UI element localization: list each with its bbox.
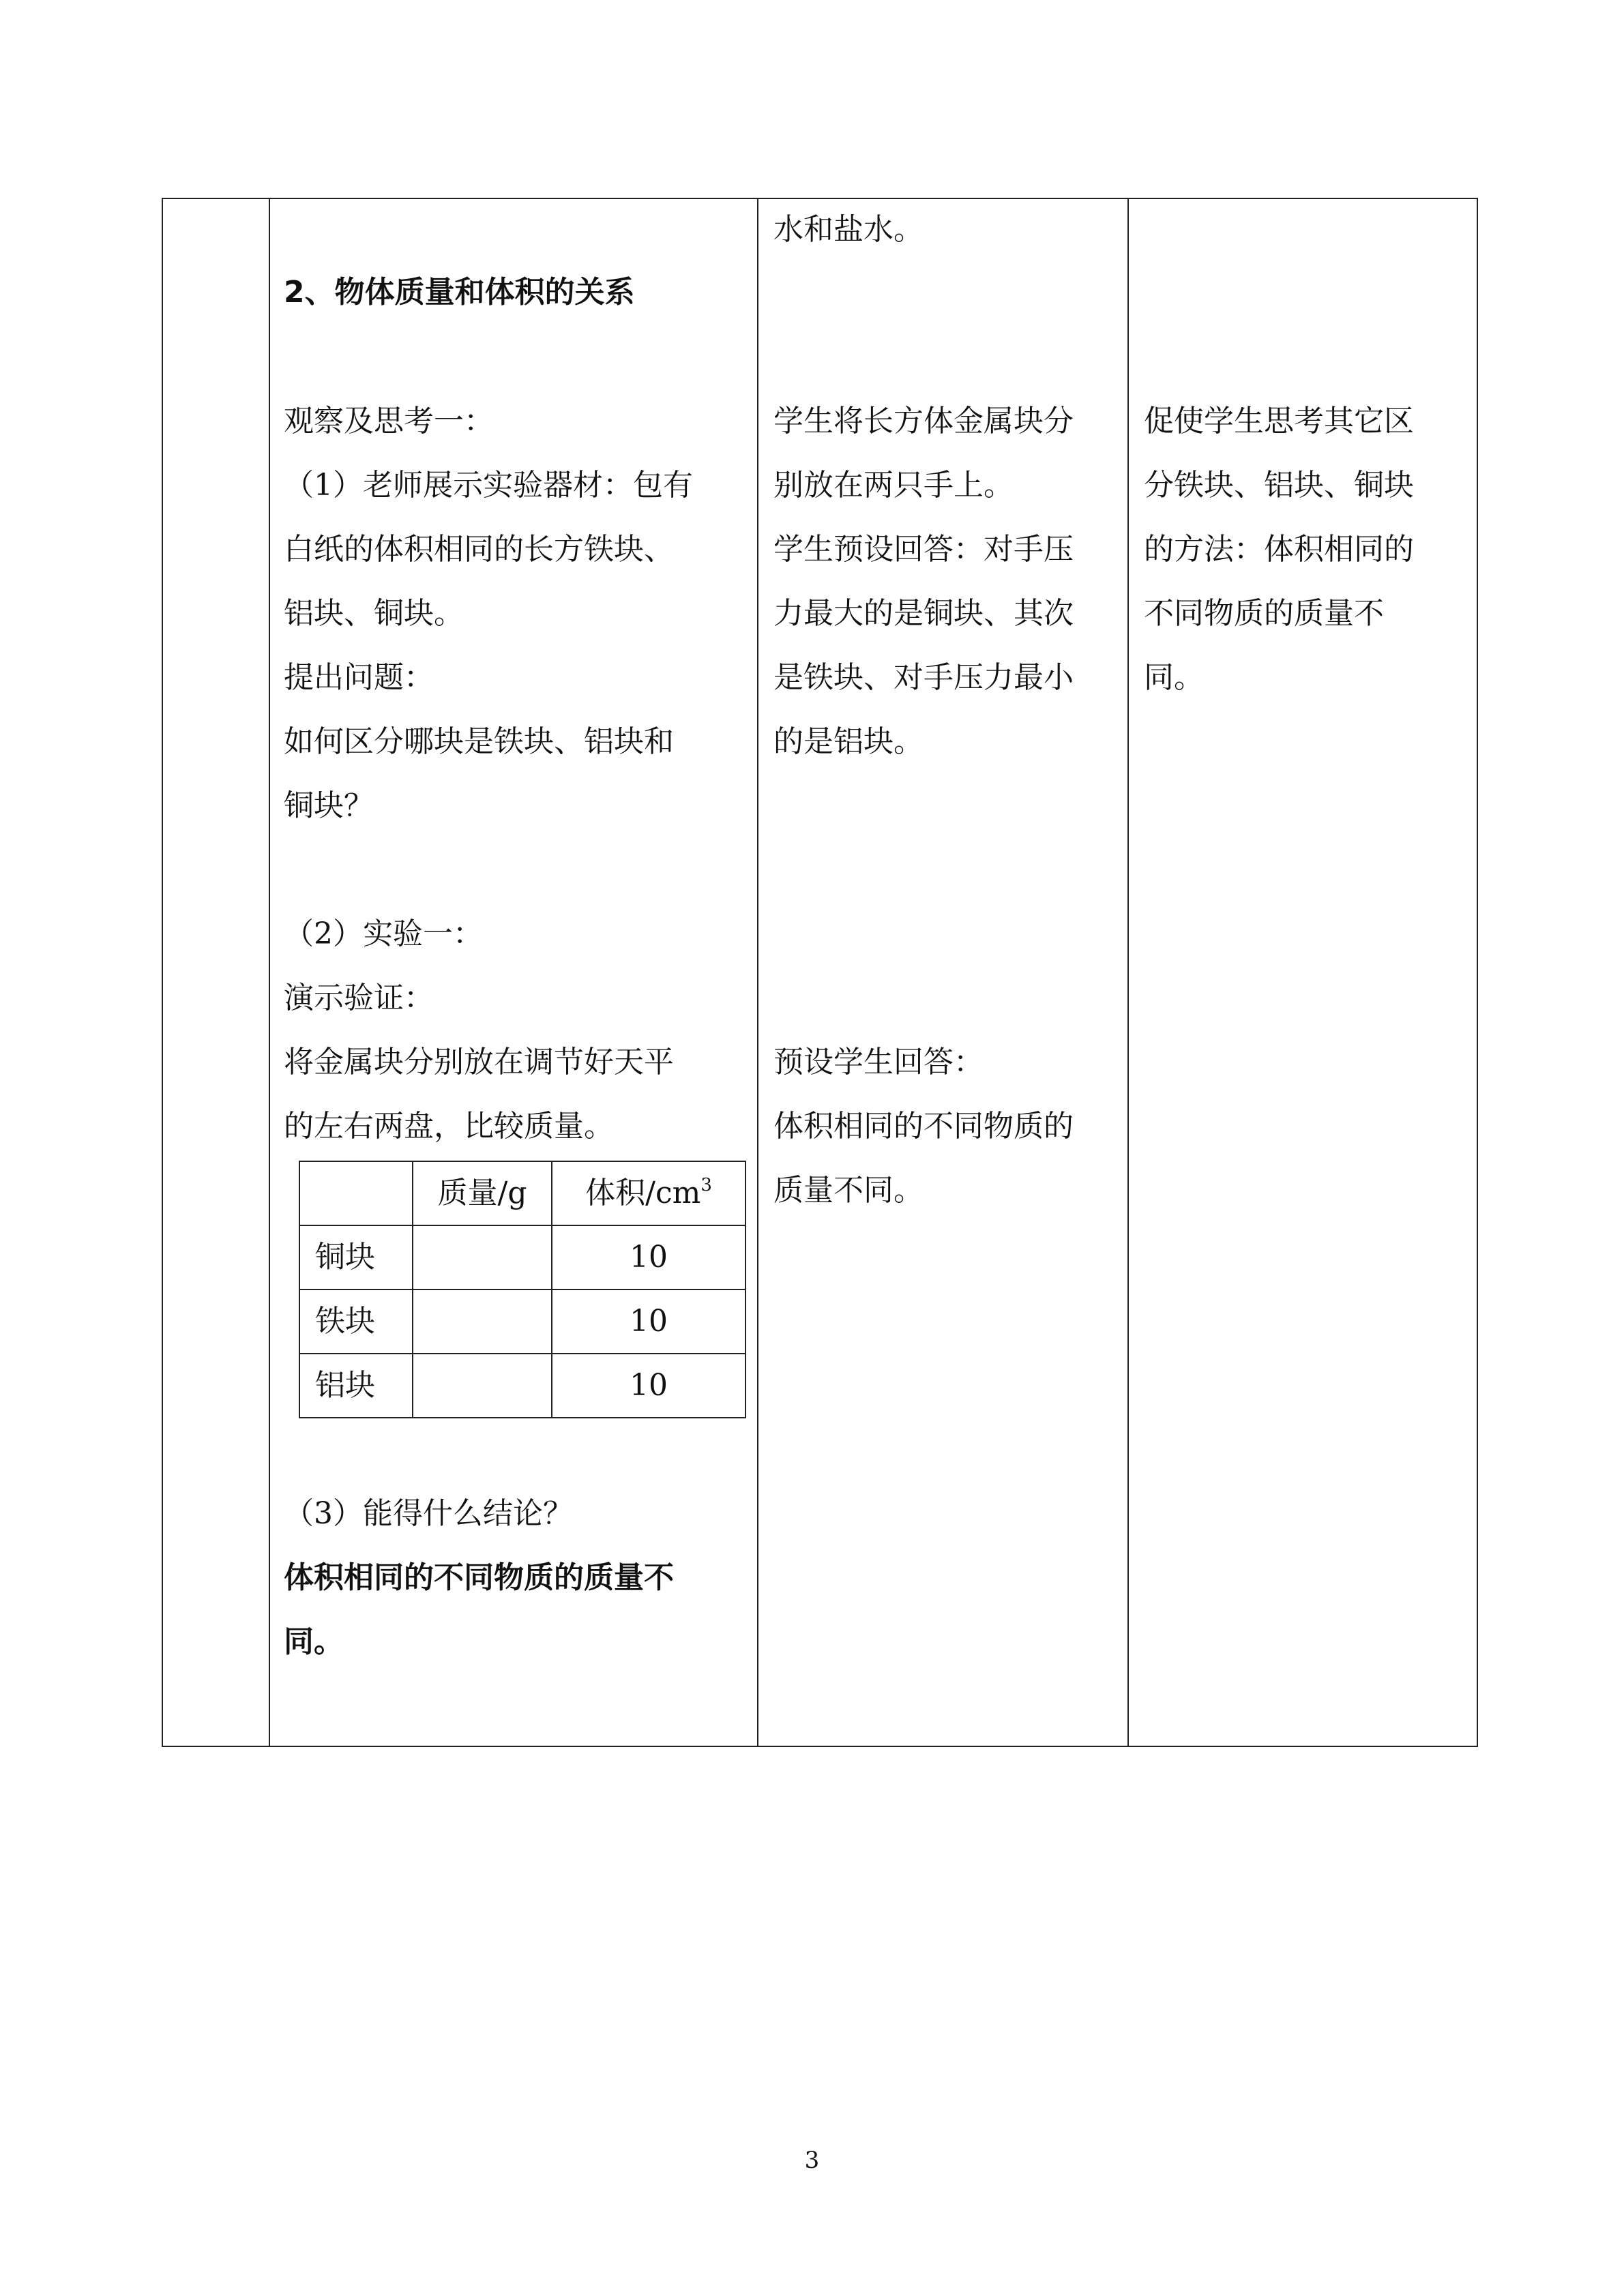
student-activity-line3: 学生预设回答：对手压 xyxy=(773,532,1074,567)
lesson-plan-table xyxy=(162,198,1478,1747)
question-line2: 铜块？ xyxy=(284,788,374,823)
row-mass-cell xyxy=(413,1289,552,1354)
section-column xyxy=(162,198,269,1746)
student-activity-line6: 的是铝块。 xyxy=(773,724,924,759)
step1-line3: 铝块、铜块。 xyxy=(284,596,464,631)
intent-line3: 的方法：体积相同的 xyxy=(1144,532,1414,567)
answer-line2: 质量不同。 xyxy=(773,1173,924,1208)
page-number: 3 xyxy=(804,2147,820,2174)
row-name-cell: 铝块 xyxy=(299,1354,413,1418)
header-mass-cell: 质量/g xyxy=(413,1161,552,1225)
table-row xyxy=(299,1354,745,1418)
data-table-header-row xyxy=(299,1161,745,1225)
answer-label: 预设学生回答： xyxy=(773,1045,984,1079)
row-mass-cell xyxy=(413,1225,552,1289)
header-volume-text: 体积/cm xyxy=(585,1176,701,1210)
demo-label: 演示验证： xyxy=(284,981,434,1015)
question-line1: 如何区分哪块是铁块、铝块和 xyxy=(284,724,674,759)
lesson-plan-row xyxy=(162,198,1477,1746)
row-volume-cell: 10 xyxy=(552,1225,745,1289)
step3-label: （3）能得什么结论？ xyxy=(284,1496,573,1531)
intent-line4: 不同物质的质量不 xyxy=(1144,596,1384,631)
carryover-text: 水和盐水。 xyxy=(773,212,924,247)
header-volume-superscript: 3 xyxy=(700,1175,712,1195)
ask-label: 提出问题： xyxy=(284,660,434,695)
row-mass-cell xyxy=(413,1354,552,1418)
row-volume-cell: 10 xyxy=(552,1354,745,1418)
step2-label: （2）实验一： xyxy=(284,916,483,951)
mass-volume-table xyxy=(299,1161,746,1418)
row-name-cell: 铜块 xyxy=(299,1225,413,1289)
student-activity-line4: 力最大的是铜块、其次 xyxy=(773,596,1074,631)
section-cell-empty xyxy=(163,199,269,1746)
section-heading: 2、物体质量和体积的关系 xyxy=(284,275,635,310)
table-row xyxy=(299,1289,745,1354)
conclusion-line2: 同。 xyxy=(284,1624,344,1659)
row-volume-cell: 10 xyxy=(552,1289,745,1354)
header-volume-cell xyxy=(552,1161,745,1225)
teacher-activity-column xyxy=(269,198,758,1746)
intent-line2: 分铁块、铝块、铜块 xyxy=(1144,468,1414,503)
step1-line1: （1）老师展示实验器材：包有 xyxy=(284,468,693,503)
step1-line2: 白纸的体积相同的长方铁块、 xyxy=(284,532,674,567)
intent-line5: 同。 xyxy=(1144,660,1204,695)
demo-line1: 将金属块分别放在调节好天平 xyxy=(284,1045,674,1079)
student-activity-column xyxy=(758,198,1128,1746)
answer-line1: 体积相同的不同物质的 xyxy=(773,1109,1074,1144)
observe-title: 观察及思考一： xyxy=(284,404,494,438)
table-row xyxy=(299,1225,745,1289)
student-activity-line5: 是铁块、对手压力最小 xyxy=(773,660,1074,695)
student-activity-line1: 学生将长方体金属块分 xyxy=(773,404,1074,438)
conclusion-line1: 体积相同的不同物质的质量不 xyxy=(284,1560,674,1595)
header-blank-cell xyxy=(299,1161,413,1225)
student-activity-line2: 别放在两只手上。 xyxy=(773,468,1014,503)
demo-line2: 的左右两盘，比较质量。 xyxy=(284,1109,614,1144)
design-intent-column xyxy=(1128,198,1477,1746)
intent-line1: 促使学生思考其它区 xyxy=(1144,404,1414,438)
row-name-cell: 铁块 xyxy=(299,1289,413,1354)
